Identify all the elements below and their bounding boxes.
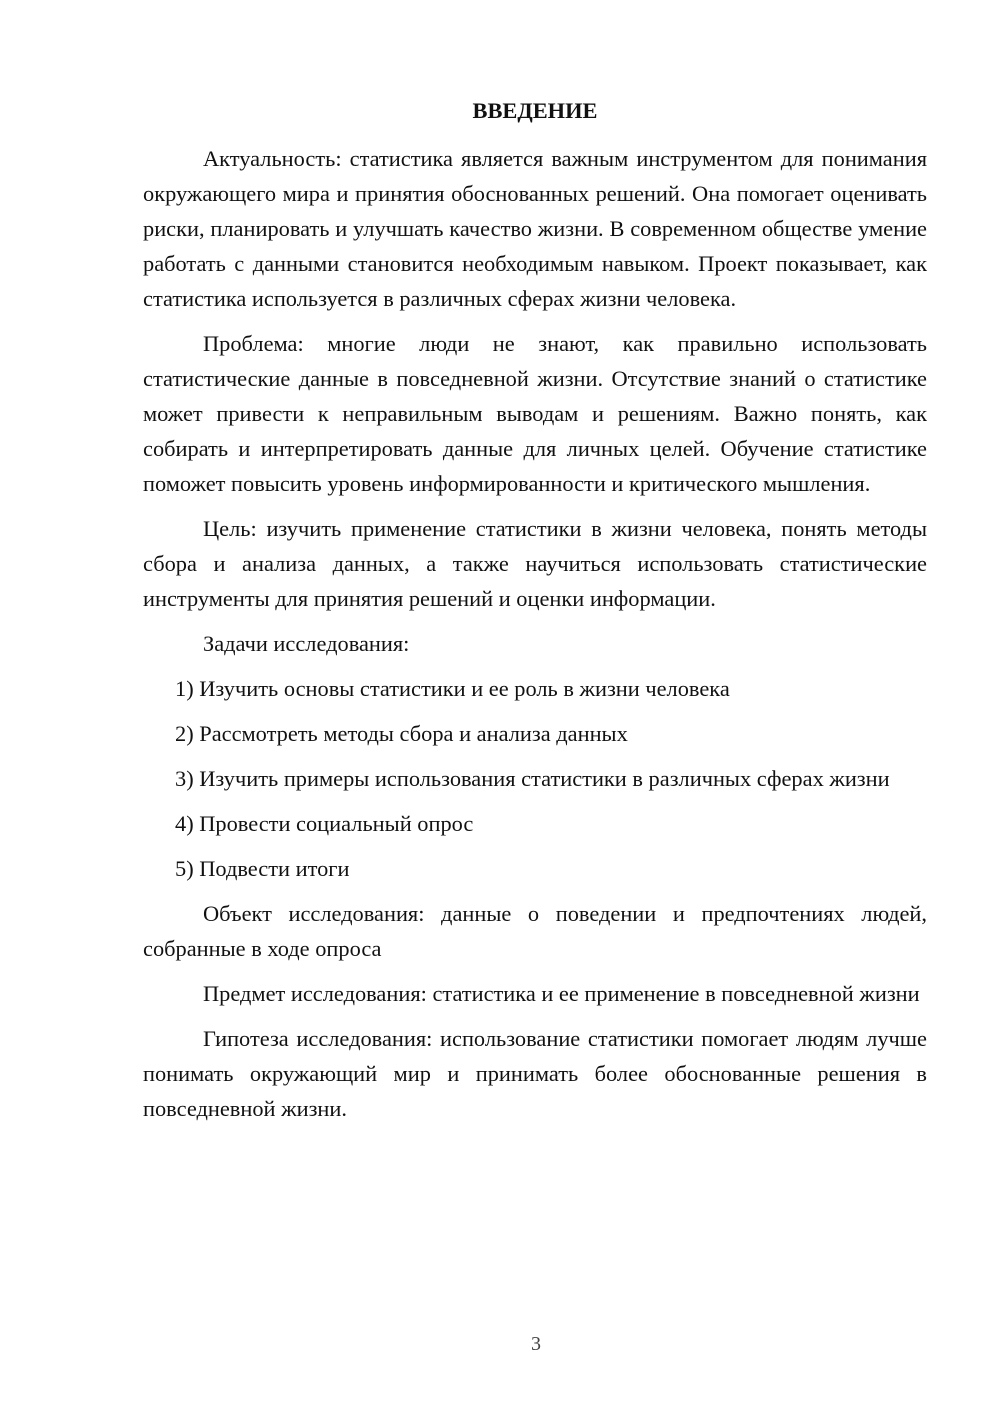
tasks-heading: Задачи исследования: (203, 631, 410, 656)
task-item: 3) Изучить примеры использования статистики в различных сферах жизни (175, 766, 890, 791)
object-paragraph: Объект исследования: данные о поведении и предпочтениях людей, собранные в ходе опроса (143, 901, 927, 961)
goal-paragraph: Цель: изучить применение статистики в жизни человека, понять методы сбора и анализа данных, а также научиться использовать статистические инструменты для принятия решений и оценки информации. (143, 516, 927, 611)
hypothesis-paragraph: Гипотеза исследования: использование статистики помогает людям лучше понимать окружающий мир и принимать более обоснованные решения в повседневной жизни. (143, 1026, 927, 1121)
task-item: 2) Рассмотреть методы сбора и анализа данных (175, 721, 628, 746)
document-page (143, 95, 927, 1136)
relevance-paragraph: Актуальность: статистика является важным инструментом для понимания окружающего мира и принятия обоснованных решений. Она помогает оценивать риски, планировать и улучшать качество жизни. В современном обществе умение работать с данными становится необходимым навыком. Проект показывает, как статистика используется в различных сферах жизни человека. (143, 146, 927, 311)
problem-paragraph: Проблема: многие люди не знают, как правильно использовать статистические данные в повседневной жизни. Отсутствие знаний о статистике может привести к неправильным выводам и решениям. Важно понять, как собирать и интерпретировать данные для личных целей. Обучение статистике поможет повысить уровень информированности и критического мышления. (143, 331, 927, 496)
subject-paragraph: Предмет исследования: статистика и ее применение в повседневной жизни (203, 981, 920, 1006)
page-number: 3 (531, 1333, 541, 1355)
task-item: 1) Изучить основы статистики и ее роль в жизни человека (175, 676, 730, 701)
task-item: 4) Провести социальный опрос (175, 811, 474, 836)
task-item: 5) Подвести итоги (175, 856, 350, 881)
tasks-list (143, 671, 927, 886)
page-title: ВВЕДЕНИЕ (472, 98, 598, 123)
